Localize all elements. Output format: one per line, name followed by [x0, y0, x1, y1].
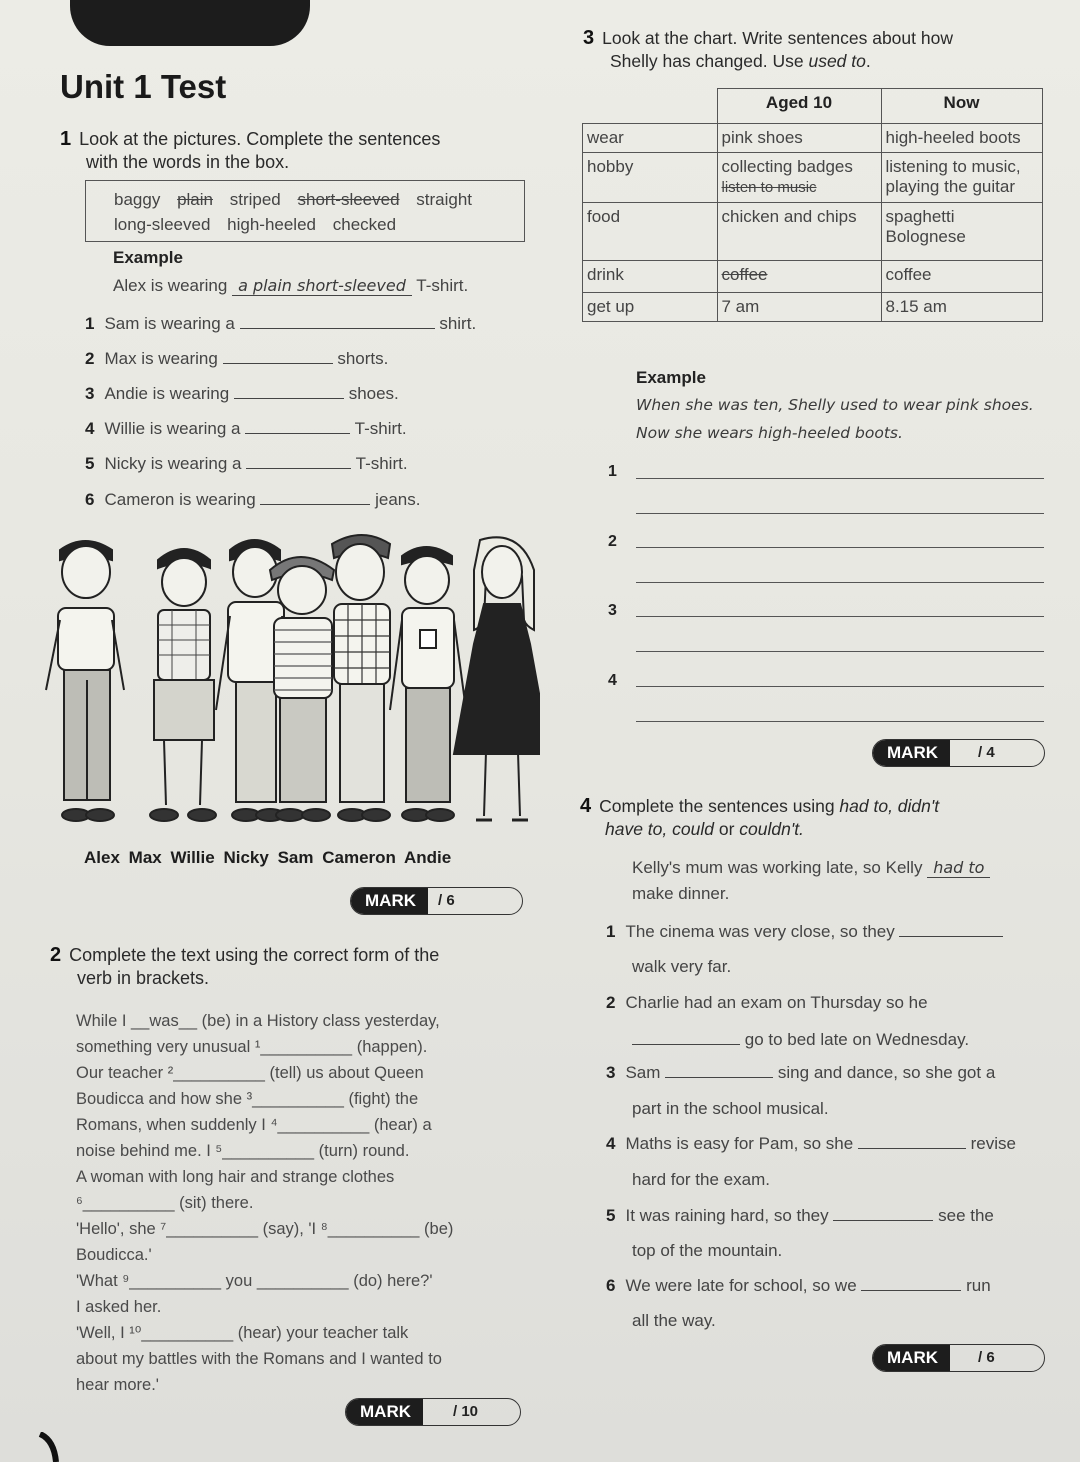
chart-cell-now: coffee	[881, 261, 1042, 293]
chart-cell-aged10: collecting badges listen to music	[717, 153, 881, 203]
section2-instr-line2: verb in brackets.	[77, 968, 210, 988]
chart-row	[583, 261, 1043, 293]
section3-item-number: 1	[608, 463, 617, 480]
section3-item-number: 2	[608, 533, 617, 550]
word-short-sleeved: short-sleeved	[297, 190, 400, 209]
chart-row	[583, 293, 1043, 322]
section2-instruction	[50, 944, 439, 990]
section1-number: 1	[60, 128, 72, 150]
figure-cameron	[390, 547, 466, 821]
answer-line[interactable]	[636, 547, 1044, 548]
section3-instr-italic: used to	[808, 51, 866, 71]
mark-label: MARK	[873, 740, 950, 766]
chart-row-label: drink	[583, 261, 718, 293]
chart-cell-now: spaghetti Bolognese	[881, 203, 1042, 261]
section4-item-6-cont: all the way.	[632, 1311, 716, 1330]
name-nicky: Nicky	[223, 848, 269, 867]
section1-item-3: 3 Andie is wearing shoes.	[85, 384, 399, 403]
chart-cell-aged10: 7 am	[717, 293, 881, 322]
mark-score: / 6	[978, 1349, 995, 1366]
section4-item-6: 6 We were late for school, so we run	[606, 1276, 991, 1295]
section2-line: While I __was__ (be) in a History class yesterday,	[76, 1012, 440, 1030]
answer-blank[interactable]	[665, 1063, 773, 1078]
answer-line[interactable]	[636, 721, 1044, 722]
chart-row-label: food	[583, 203, 718, 261]
section1-item-1: 1 Sam is wearing a shirt.	[85, 314, 477, 333]
answer-blank[interactable]	[260, 490, 370, 505]
section2-line: Boudicca and how she ³__________ (fight) the	[76, 1090, 419, 1108]
section1-example: Alex is wearing a plain short-sleeved T-shirt.	[113, 276, 469, 295]
word-high-heeled: high-heeled	[227, 215, 316, 234]
word-plain: plain	[177, 190, 213, 209]
section4-item-5-cont: top of the mountain.	[632, 1241, 783, 1260]
name-cameron: Cameron	[322, 848, 396, 867]
section3-example-line2: Now she wears high-heeled boots.	[636, 424, 903, 442]
section4-example-line2: make dinner.	[632, 884, 730, 903]
section4-item-5: 5 It was raining hard, so they see the	[606, 1206, 994, 1225]
mark-score: / 10	[453, 1403, 479, 1420]
section4-example-line1: Kelly's mum was working late, so Kelly had to	[632, 858, 990, 878]
mark-score: / 6	[438, 892, 455, 909]
section4-item-2: 2 Charlie had an exam on Thursday so he	[606, 993, 928, 1012]
chart-header-row	[583, 89, 1043, 124]
name-max: Max	[128, 848, 162, 867]
section1-item-6: 6 Cameron is wearing jeans.	[85, 490, 421, 509]
figure-andie	[454, 537, 540, 820]
mark-label: MARK	[351, 888, 428, 914]
section4-item-3: 3 Sam sing and dance, so she got a	[606, 1063, 996, 1082]
answer-blank[interactable]	[833, 1206, 933, 1221]
character-names	[84, 848, 451, 868]
answer-line[interactable]	[636, 513, 1044, 514]
answer-blank[interactable]	[223, 349, 333, 364]
section4-item-2-cont: go to bed late on Wednesday.	[632, 1030, 969, 1050]
section3-item-number: 3	[608, 602, 617, 619]
section1-item-5: 5 Nicky is wearing a T-shirt.	[85, 454, 408, 473]
answer-blank[interactable]	[861, 1276, 961, 1291]
word-striped: striped	[229, 190, 281, 209]
mark-score: / 4	[978, 744, 995, 761]
section3-item-number: 4	[608, 672, 617, 689]
section2-line: something very unusual ¹__________ (happen).	[76, 1038, 428, 1056]
figure-alex	[46, 541, 124, 821]
mark-label: MARK	[873, 1345, 950, 1371]
section2-text	[76, 1008, 546, 1398]
section3-number: 3	[583, 27, 595, 49]
section1-instr-line1: Look at the pictures. Complete the sentences	[79, 129, 441, 149]
chart-row	[583, 124, 1043, 153]
section4-instr-italic3: couldn't.	[739, 819, 804, 839]
section2-line: A woman with long hair and strange clothes	[76, 1168, 395, 1186]
section1-mark-box	[350, 887, 523, 915]
section1-example-answer: a plain short-sleeved	[232, 276, 412, 296]
chart-row-label: get up	[583, 293, 718, 322]
section4-item-4-cont: hard for the exam.	[632, 1170, 770, 1189]
word-baggy: baggy	[114, 190, 161, 209]
word-checked: checked	[332, 215, 397, 234]
section2-mark-box	[345, 1398, 521, 1426]
section2-line: 'What ⁹__________ you __________ (do) here?'	[76, 1272, 433, 1290]
figure-sam	[332, 535, 390, 821]
answer-blank[interactable]	[245, 419, 350, 434]
chart-cell-now: 8.15 am	[881, 293, 1042, 322]
section4-instr-italic2: have to, could	[605, 819, 714, 839]
section2-line: about my battles with the Romans and I wanted to	[76, 1350, 442, 1368]
chart-cell-aged10: coffee	[717, 261, 881, 293]
section1-example-label: Example	[113, 248, 183, 267]
section3-mark-box	[872, 739, 1045, 767]
section4-item-1: 1 The cinema was very close, so they	[606, 922, 1003, 942]
chart-header-blank	[583, 89, 718, 124]
answer-line[interactable]	[636, 651, 1044, 652]
answer-blank[interactable]	[240, 314, 435, 329]
name-andie: Andie	[404, 848, 452, 867]
chart-cell-now: high-heeled boots	[881, 124, 1042, 153]
chart-cell-aged10: chicken and chips	[717, 203, 881, 261]
section1-instr-line2: with the words in the box.	[86, 152, 290, 172]
section4-instruction	[580, 795, 939, 841]
chart-header-now: Now	[881, 89, 1042, 124]
answer-line[interactable]	[636, 686, 1044, 687]
section2-line: noise behind me. I ⁵__________ (turn) round.	[76, 1142, 410, 1160]
chart-cell-aged10: pink shoes	[717, 124, 881, 153]
page-curl-mark	[20, 1432, 70, 1462]
section2-line: 'Hello', she ⁷__________ (say), 'I ⁸__________ (be)	[76, 1220, 454, 1238]
word-long-sleeved: long-sleeved	[114, 215, 211, 234]
section2-line: Boudicca.'	[76, 1246, 152, 1264]
answer-blank[interactable]	[632, 1030, 740, 1045]
section2-line: 'Well, I ¹⁰__________ (hear) your teacher talk	[76, 1324, 409, 1342]
section4-number: 4	[580, 795, 592, 817]
section4-item-3-cont: part in the school musical.	[632, 1099, 829, 1118]
section2-number: 2	[50, 944, 62, 966]
section1-item-2: 2 Max is wearing shorts.	[85, 349, 389, 368]
figure-nicky	[270, 557, 334, 821]
chart-row-label: hobby	[583, 153, 718, 203]
section3-instruction: 3 Look at the chart. Write sentences about how Shelly has changed. Use used to.	[583, 27, 953, 71]
section1-instruction	[60, 128, 440, 174]
section3-instr-line1: Look at the chart. Write sentences about how	[602, 28, 953, 48]
word-straight: straight	[416, 190, 473, 209]
section4-item-4: 4 Maths is easy for Pam, so she revise	[606, 1134, 1016, 1153]
answer-blank[interactable]	[899, 922, 1003, 937]
section3-example-line1: When she was ten, Shelly used to wear pink shoes.	[636, 396, 1034, 414]
word-box	[85, 180, 525, 242]
section4-instr-or: or	[718, 819, 735, 839]
section2-line: hear more.'	[76, 1376, 159, 1394]
section2-instr-line1: Complete the text using the correct form of the	[69, 945, 440, 965]
page-title: Unit 1 Test	[60, 68, 227, 105]
chart-row	[583, 153, 1043, 203]
section4-mark-box	[872, 1344, 1045, 1372]
name-willie: Willie	[170, 848, 215, 867]
answer-line[interactable]	[636, 582, 1044, 583]
section2-line: ⁶__________ (sit) there.	[76, 1194, 254, 1212]
section4-instr-part1: Complete the sentences using	[599, 796, 835, 816]
name-sam: Sam	[277, 848, 314, 867]
mark-label: MARK	[346, 1399, 423, 1425]
shelly-chart	[582, 88, 1043, 322]
answer-blank[interactable]	[234, 384, 344, 399]
section4-item-1-cont: walk very far.	[632, 957, 732, 976]
chart-row	[583, 203, 1043, 261]
section2-line: Romans, when suddenly I ⁴__________ (hear) a	[76, 1116, 432, 1134]
chart-header-aged10: Aged 10	[717, 89, 881, 124]
section2-line: I asked her.	[76, 1298, 162, 1316]
section1-item-4: 4 Willie is wearing a T-shirt.	[85, 419, 407, 438]
section2-line: Our teacher ²__________ (tell) us about Queen	[76, 1064, 424, 1082]
people-illustration	[40, 530, 540, 850]
section3-example-label: Example	[636, 368, 706, 387]
section4-instr-italic1: had to, didn't	[839, 796, 940, 816]
section4-example-answer: had to	[927, 858, 990, 878]
section3-instr-line2: Shelly has changed. Use	[610, 51, 804, 71]
answer-line[interactable]	[636, 616, 1044, 617]
page-corner-tab	[70, 0, 310, 46]
answer-blank[interactable]	[858, 1134, 966, 1149]
figure-max	[150, 549, 216, 821]
name-alex: Alex	[84, 848, 120, 867]
answer-blank[interactable]	[246, 454, 351, 469]
answer-line[interactable]	[636, 478, 1044, 479]
chart-cell-now: listening to music, playing the guitar	[881, 153, 1042, 203]
chart-row-label: wear	[583, 124, 718, 153]
